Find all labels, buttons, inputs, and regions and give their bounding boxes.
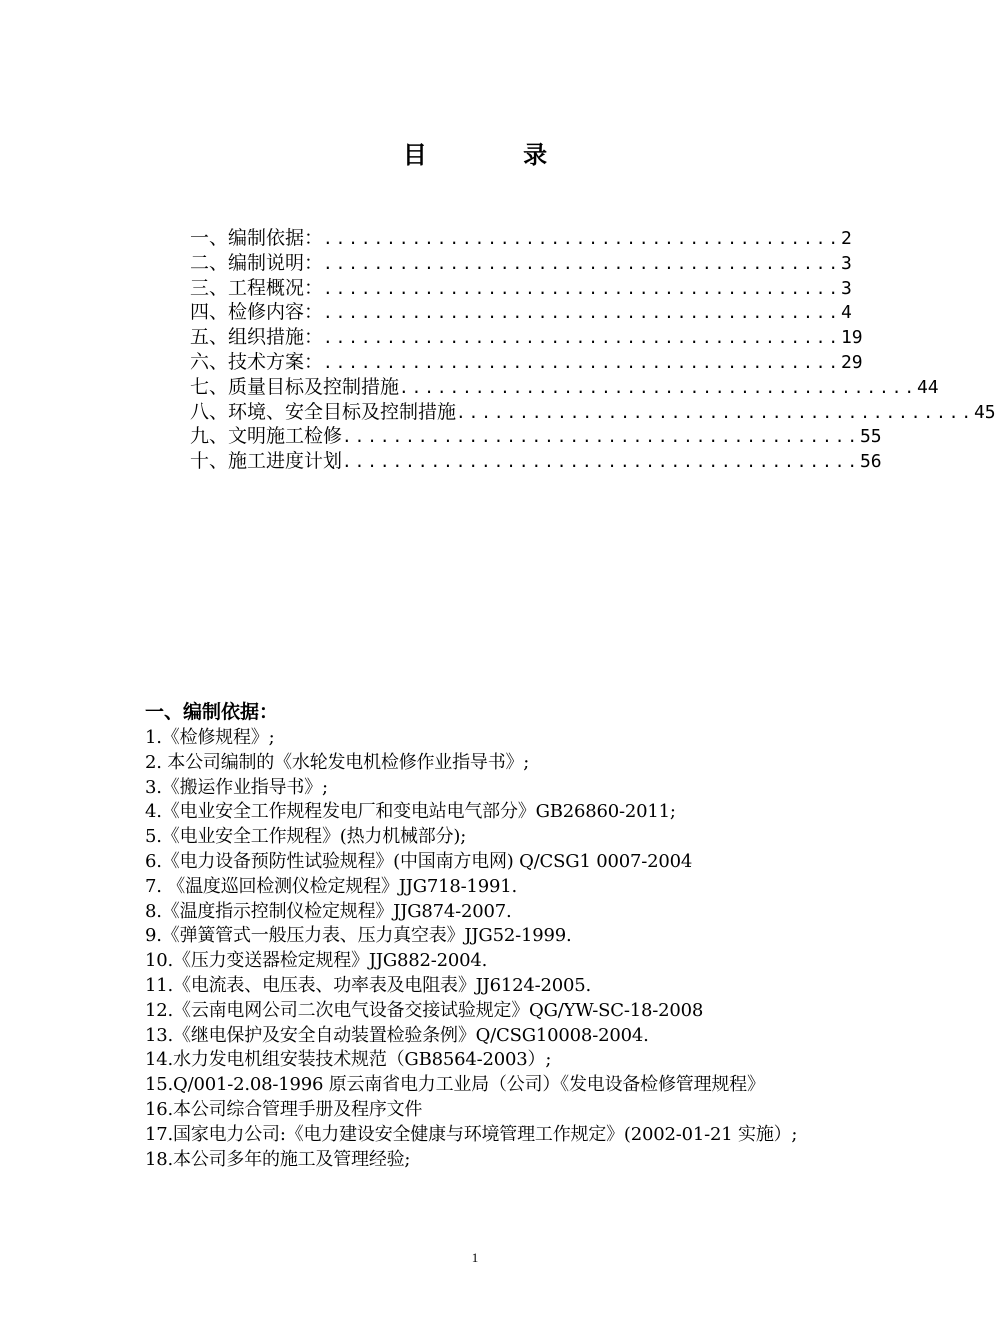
section-basis: [145, 700, 810, 1172]
toc-entry-page: 45: [973, 401, 996, 423]
toc-leader-dots: .........................................: [323, 352, 841, 372]
page-number: 1: [471, 1250, 479, 1265]
reference-item: 11.《电流表、电压表、功率表及电阻表》JJ6124-2005.: [145, 974, 592, 996]
reference-item: 15.Q/001-2.08-1996 原云南省电力工业局（公司）《发电设备检修管理规程》: [145, 1074, 765, 1096]
toc-entry-label: 九、文明施工检修: [190, 425, 343, 448]
toc-leader-dots: .........................................: [399, 377, 917, 397]
toc-entry-label: 三、工程概况：: [190, 276, 324, 299]
toc-leader-dots: .........................................: [323, 253, 841, 273]
toc-entry-label: 四、检修内容：: [190, 301, 324, 324]
reference-item: 12.《云南电网公司二次电气设备交接试验规定》QG/YW-SC-18-2008: [145, 999, 704, 1021]
toc-entry[interactable]: [190, 300, 852, 325]
reference-item: 13.《继电保护及安全自动装置检验条例》Q/CSG10008-2004.: [145, 1024, 649, 1046]
toc-leader-dots: .........................................: [323, 303, 841, 323]
table-of-contents: [190, 226, 996, 474]
toc-entry[interactable]: [190, 226, 852, 251]
toc-leader-dots: .........................................: [323, 328, 841, 348]
reference-item: 4.《电业安全工作规程发电厂和变电站电气部分》GB26860-2011;: [145, 801, 676, 823]
toc-leader-dots: .........................................: [456, 402, 974, 422]
toc-entry[interactable]: [190, 276, 852, 301]
toc-entry[interactable]: [190, 424, 882, 449]
toc-entry-page: 3: [840, 277, 852, 299]
reference-item: 7. 《温度巡回检测仪检定规程》JJG718-1991.: [145, 875, 518, 897]
toc-entry-page: 44: [916, 376, 939, 398]
reference-item: 10.《压力变送器检定规程》JJG882-2004.: [145, 950, 488, 972]
toc-title: 目 录: [402, 141, 592, 169]
reference-item: 2. 本公司编制的《水轮发电机检修作业指导书》;: [145, 751, 530, 773]
toc-entry-label: 二、编制说明：: [190, 251, 324, 274]
toc-entry-page: 4: [840, 302, 852, 324]
toc-entry[interactable]: [190, 251, 852, 276]
toc-entry-page: 56: [859, 451, 882, 473]
reference-item: 1.《检修规程》;: [145, 727, 275, 748]
toc-entry[interactable]: [190, 375, 939, 400]
toc-entry-page: 29: [840, 351, 863, 373]
reference-item: 5.《电业安全工作规程》(热力机械部分);: [145, 826, 467, 848]
reference-item: 8.《温度指示控制仪检定规程》JJG874-2007.: [145, 900, 512, 922]
reference-item: 6.《电力设备预防性试验规程》(中国南方电网) Q/CSG1 0007-2004: [145, 850, 693, 872]
reference-item: 9.《弹簧管式一般压力表、压力真空表》JJG52-1999.: [145, 925, 572, 947]
toc-entry[interactable]: [190, 325, 863, 350]
section-heading: 一、编制依据：: [145, 701, 279, 723]
toc-entry-label: 五、组织措施：: [190, 326, 324, 349]
reference-item: 17.国家电力公司:《电力建设安全健康与环境管理工作规定》(2002-01-21 实施）;: [145, 1123, 798, 1145]
toc-entry-page: 3: [840, 252, 852, 274]
toc-entry[interactable]: [190, 350, 863, 375]
reference-item: 3.《搬运作业指导书》;: [145, 776, 328, 798]
toc-entry-page: 55: [859, 426, 882, 448]
toc-leader-dots: .........................................: [323, 229, 841, 248]
toc-entry-page: 2: [840, 228, 852, 249]
toc-entry-label: 十、施工进度计划: [190, 450, 343, 473]
toc-leader-dots: .........................................: [323, 278, 841, 298]
toc-entry-label: 八、环境、安全目标及控制措施: [190, 400, 457, 423]
toc-entry-label: 一、编制依据：: [190, 227, 324, 249]
toc-entry-label: 七、质量目标及控制措施: [190, 375, 400, 398]
toc-entry[interactable]: [190, 449, 882, 474]
toc-entry-page: 19: [840, 327, 863, 349]
toc-leader-dots: .........................................: [342, 452, 860, 472]
reference-item: 14.水力发电机组安装技术规范（GB8564-2003）;: [145, 1049, 552, 1071]
reference-item: 18.本公司多年的施工及管理经验;: [145, 1148, 411, 1170]
toc-entry[interactable]: [190, 400, 996, 425]
reference-item: 16.本公司综合管理手册及程序文件: [145, 1098, 423, 1120]
toc-entry-label: 六、技术方案：: [190, 350, 324, 373]
toc-leader-dots: .........................................: [342, 427, 860, 447]
